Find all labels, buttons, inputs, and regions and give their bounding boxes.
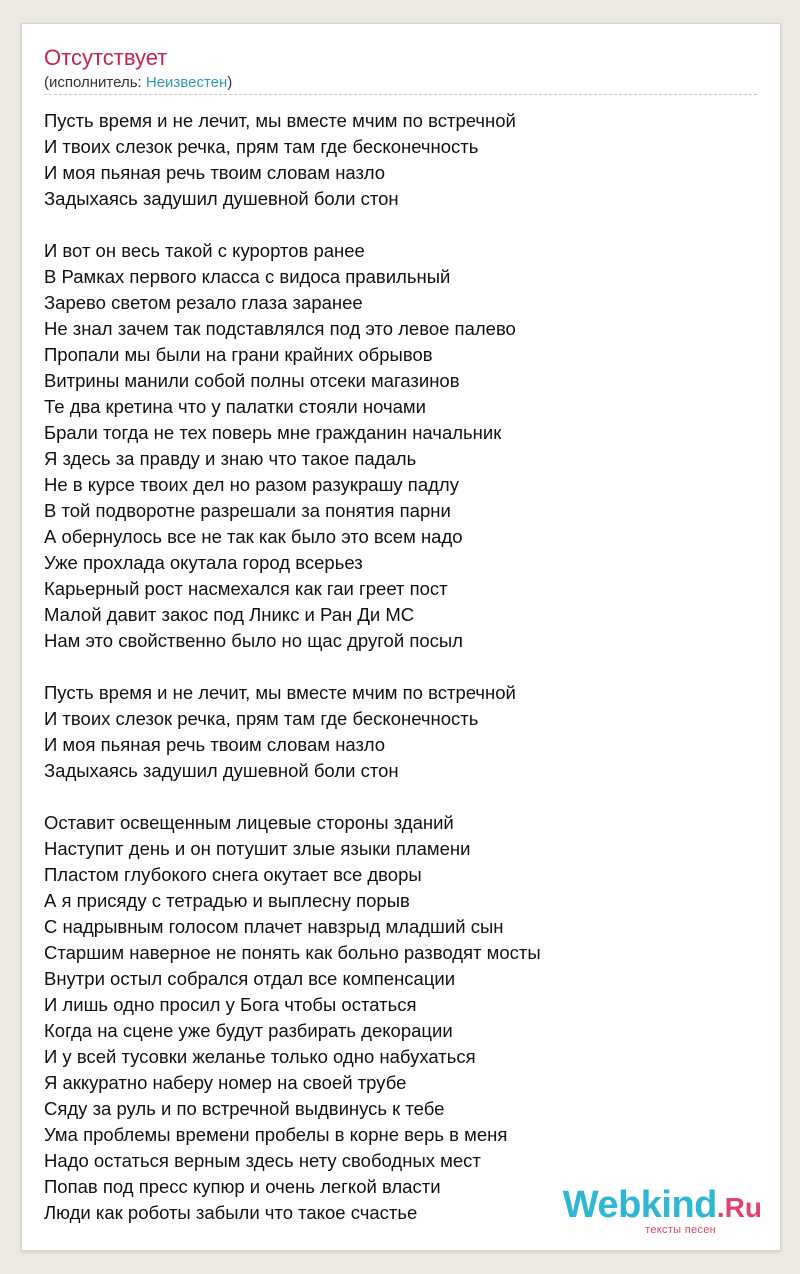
- lyric-line: Наступит день и он потушит злые языки пламени: [44, 838, 471, 859]
- lyric-line: Задыхаясь задушил душевной боли стон: [44, 760, 399, 781]
- lyric-line: Сяду за руль и по встречной выдвинусь к тебе: [44, 1098, 445, 1119]
- webkind-logo[interactable]: [563, 1185, 762, 1236]
- lyric-line: Когда на сцене уже будут разбирать декорации: [44, 1020, 453, 1041]
- lyric-line: Я аккуратно наберу номер на своей трубе: [44, 1072, 407, 1093]
- lyric-line: Уже прохлада окутала город всерьез: [44, 552, 363, 573]
- lyric-line: Я здесь за правду и знаю что такое падаль: [44, 448, 417, 469]
- lyric-line: Пусть время и не лечит, мы вместе мчим по встречной: [44, 682, 516, 703]
- lyric-line: Пластом глубокого снега окутает все дворы: [44, 864, 422, 885]
- lyric-line: Пусть время и не лечит, мы вместе мчим по встречной: [44, 110, 516, 131]
- lyric-line: Оставит освещенным лицевые стороны зданий: [44, 812, 454, 833]
- lyric-line: Попав под пресс купюр и очень легкой власти: [44, 1176, 441, 1197]
- artist-line: [44, 74, 232, 92]
- stanza: [44, 810, 764, 1226]
- lyric-line: Старшим наверное не понять как больно разводят мосты: [44, 942, 541, 963]
- lyric-line: Внутри остыл собрался отдал все компенсации: [44, 968, 456, 989]
- lyric-line: Нам это свойственно было но щас другой посыл: [44, 630, 463, 651]
- lyric-line: Надо остаться верным здесь нету свободных мест: [44, 1150, 481, 1171]
- lyric-line: И у всей тусовки желанье только одно набухаться: [44, 1046, 476, 1067]
- lyric-line: Пропали мы были на грани крайних обрывов: [44, 344, 433, 365]
- lyric-line: Ума проблемы времени пробелы в корне верь в меня: [44, 1124, 508, 1145]
- lyric-line: В той подворотне разрешали за понятия парни: [44, 500, 451, 521]
- lyrics-text: [44, 108, 764, 1226]
- lyric-line: И вот он весь такой с курортов ранее: [44, 240, 365, 261]
- lyric-line: И моя пьяная речь твоим словам назло: [44, 734, 386, 755]
- lyric-line: Не в курсе твоих дел но разом разукрашу падлу: [44, 474, 459, 495]
- lyric-line: Малой давит закос под Лникс и Ран Ди МС: [44, 604, 415, 625]
- lyric-line: В Рамках первого класса с видоса правильный: [44, 266, 451, 287]
- artist-prefix: (исполнитель:: [44, 74, 146, 91]
- logo-wordmark: Webkind: [562, 1184, 717, 1226]
- lyric-line: И лишь одно просил у Бога чтобы остаться: [44, 994, 417, 1015]
- lyric-line: Люди как роботы забыли что такое счастье: [44, 1202, 418, 1223]
- lyric-line: Витрины манили собой полны отсеки магазинов: [44, 370, 460, 391]
- artist-suffix: ): [227, 74, 233, 91]
- lyric-line: Не знал зачем так подставлялся под это левое палево: [44, 318, 516, 339]
- lyric-line: С надрывным голосом плачет навзрыд младший сын: [44, 916, 504, 937]
- stanza: [44, 238, 764, 654]
- lyric-line: А обернулось все не так как было это всем надо: [44, 526, 463, 547]
- divider: [44, 94, 757, 95]
- song-title: Отсутствует: [44, 45, 168, 70]
- stanza: [44, 108, 764, 212]
- artist-link[interactable]: Неизвестен: [145, 74, 228, 91]
- lyric-line: И моя пьяная речь твоим словам назло: [44, 162, 386, 183]
- logo-domain: .Ru: [716, 1192, 762, 1223]
- lyric-line: Задыхаясь задушил душевной боли стон: [44, 188, 399, 209]
- lyric-line: Карьерный рост насмехался как гаи греет пост: [44, 578, 448, 599]
- lyric-line: Брали тогда не тех поверь мне гражданин начальник: [44, 422, 502, 443]
- lyric-line: И твоих слезок речка, прям там где бесконечность: [44, 136, 479, 157]
- lyric-line: И твоих слезок речка, прям там где бесконечность: [44, 708, 479, 729]
- stanza: [44, 680, 764, 784]
- logo-tagline: тексты песен: [645, 1224, 716, 1236]
- lyrics-card: [21, 23, 781, 1251]
- lyric-line: Зарево светом резало глаза заранее: [44, 292, 363, 313]
- lyric-line: А я присяду с тетрадью и выплесну порыв: [44, 890, 410, 911]
- lyric-line: Те два кретина что у палатки стояли ночами: [44, 396, 426, 417]
